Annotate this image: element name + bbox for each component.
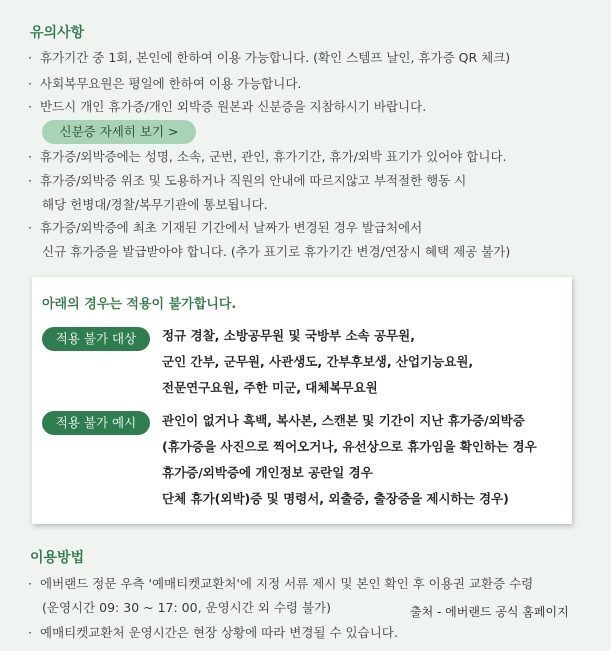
bullet-mark: ·	[28, 99, 32, 114]
bullet-mark: ·	[28, 50, 32, 65]
usage-title: 이용방법	[30, 550, 85, 566]
notice-item: · 사회복무요원은 평일에 한하여 이용 가능합니다.	[28, 72, 601, 96]
not-applicable-target-list: 정규 경찰, 소방공무원 및 국방부 소속 공무원, 군인 간부, 군무원, 사관생도, 간부후보생, 산업기능요원, 전문연구요원, 주한 미군, 대체복무요원	[162, 328, 474, 395]
usage-item: · 예매티켓교환처 운영시간은 현장 상황에 따라 변경될 수 있습니다.	[28, 621, 601, 645]
notice-item: · 휴가증/외박증에는 성명, 소속, 군번, 관인, 휴가기간, 휴가/외박 표기가 있어야 합니다.	[28, 145, 601, 169]
bullet-mark: ·	[28, 220, 32, 235]
not-applicable-target-tag: 적용 불가 대상	[42, 327, 150, 351]
notice-item: · 반드시 개인 휴가증/개인 외박증 원본과 신분증을 지참하시기 바랍니다.	[28, 95, 601, 119]
notice-item: · 휴가기간 중 1회, 본인에 한하여 이용 가능합니다. (확인 스템프 날인, 휴가증 QR 체크)	[28, 46, 601, 70]
usage-item: · 에버랜드 정문 우측 '예매티켓교환처'에 지정 서류 제시 및 본인 확인 후 이용권 교환증 수령 (운영시간 09: 30 ~ 17: 00, 운영시간 외 수령 불가)	[28, 572, 601, 620]
bullet-mark: ·	[28, 173, 32, 188]
not-applicable-example-tag: 적용 불가 예시	[42, 411, 150, 435]
restriction-title: 아래의 경우는 적용이 불가합니다.	[42, 297, 237, 312]
bullet-mark: ·	[28, 149, 32, 164]
not-applicable-example-list: 관인이 없거나 흑백, 복사본, 스캔본 및 기간이 지난 휴가증/외박증 (휴가증을 사진으로 찍어오거나, 유선상으로 휴가임을 확인하는 경우 휴가증/외박증에 개인정보 공란일 경우 단체 휴가(외박)증 및 명령서, 외출증, 출장증을 제시하는 경우)	[162, 413, 537, 506]
notice-item: · 휴가증/외박증 위조 및 도용하거나 직원의 안내에 따르지않고 부적절한 행동 시 해당 헌병대/경찰/복무기관에 통보됩니다.	[28, 169, 601, 217]
bullet-mark: ·	[28, 625, 32, 640]
restriction-box	[32, 277, 572, 524]
notice-title: 유의사항	[30, 25, 85, 41]
notice-item: · 휴가증/외박증에 최초 기재된 기간에서 날짜가 변경된 경우 발급처에서 신규 휴가증을 발급받아야 합니다. (추가 표기로 휴가기간 변경/연장시 혜택 제공 불가)	[28, 216, 601, 264]
source-credit: 출처 - 에버랜드 공식 홈페이지	[410, 605, 569, 619]
bullet-mark: ·	[28, 76, 32, 91]
id-card-details-link[interactable]: 신분증 자세히 보기 >	[42, 120, 196, 144]
bullet-mark: ·	[28, 576, 32, 591]
